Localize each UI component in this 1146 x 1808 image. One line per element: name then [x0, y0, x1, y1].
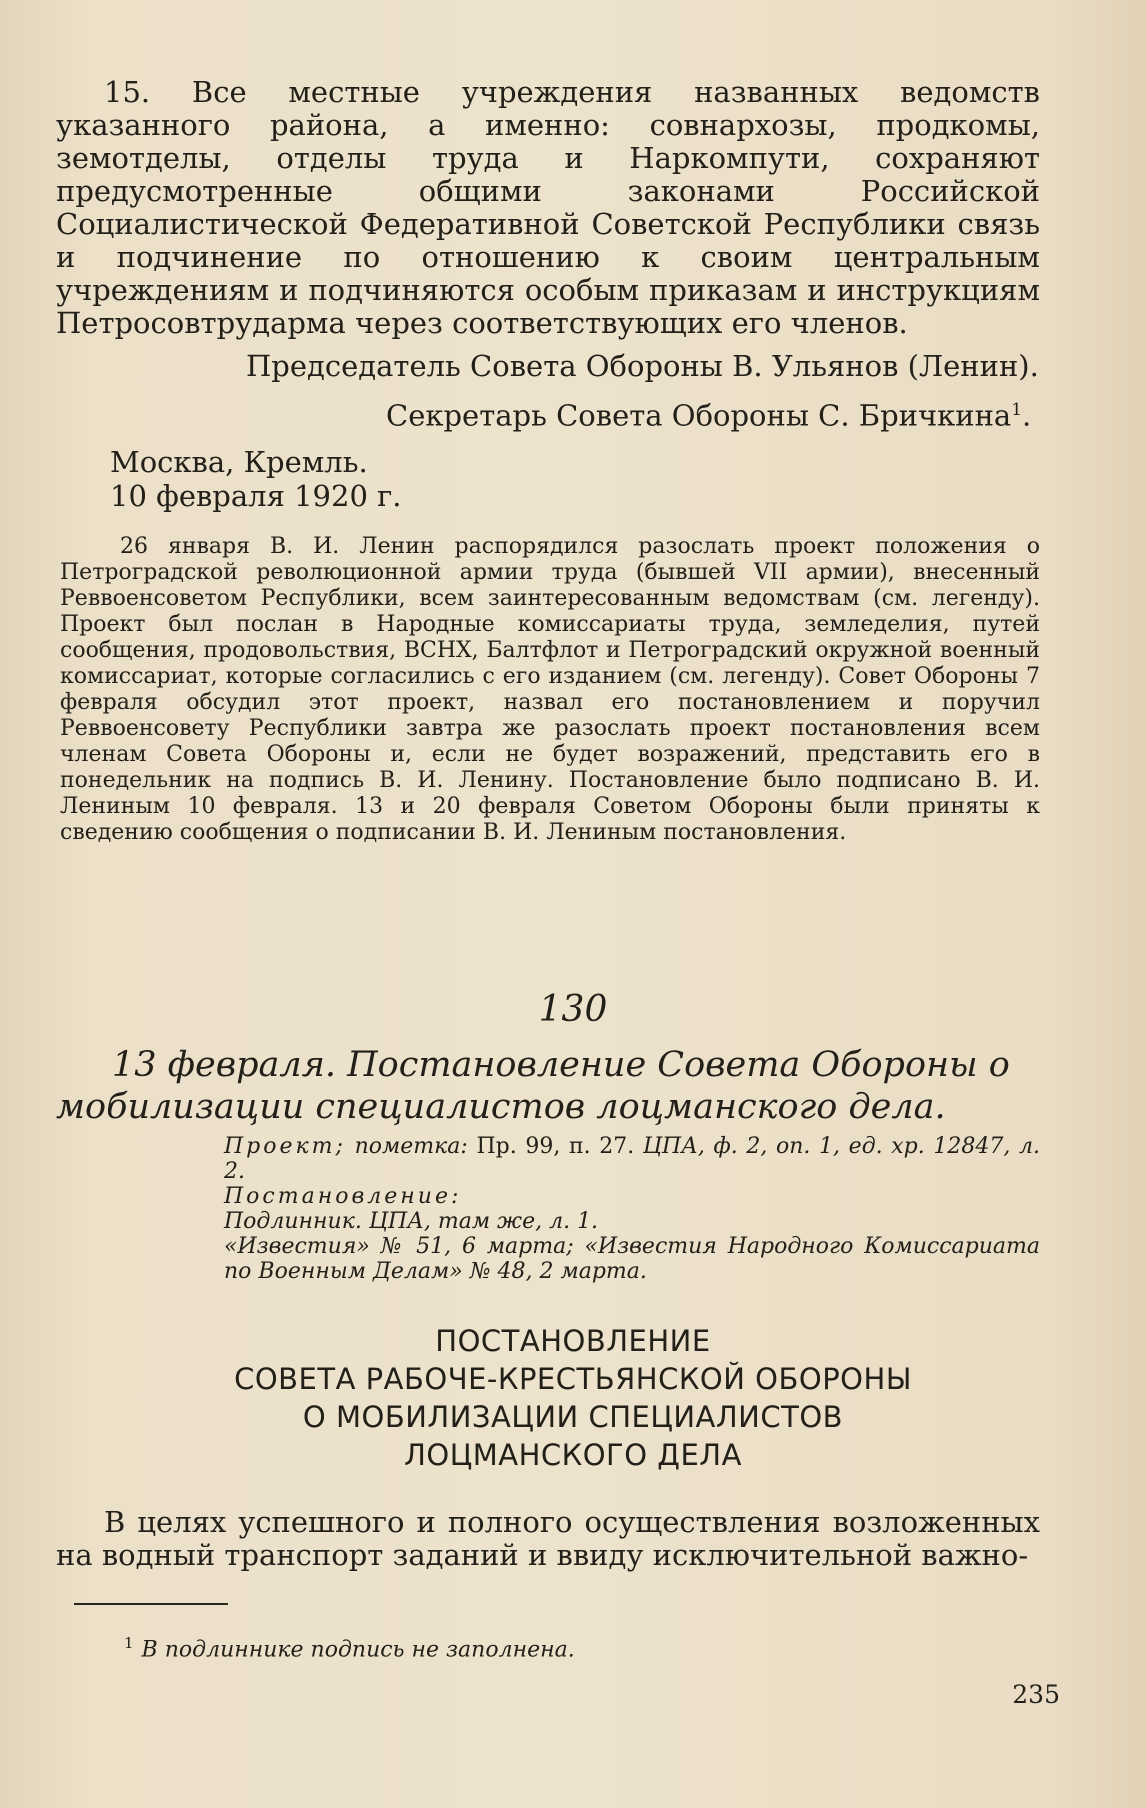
decree-heading — [0, 1322, 1146, 1474]
document-title: 13 февраля. Постановление Совета Обороны о мобилизации специалистов лоцманского дела. — [56, 1045, 1010, 1127]
footnote-mark: 1 — [124, 1634, 134, 1652]
editorial-note: 26 января В. И. Ленин распорядился разослать проект положения о Петроградской революционной армии труда (бывшей VII армии), внесенный Реввоенсоветом Республики, всем заинтересованным ведомствам (см. легенду). Проект был послан в Народные комиссариаты труда, земледелия, путей сообщения, продовольствия, ВСНХ, Балтфлот и Петроградский окружной военный комиссариат, которые согласились с его изданием (см. легенду). Совет Обороны 7 февраля обсудил этот проект, назвал его постановлением и поручил Реввоенсовету Республики завтра же разослать проект постановления всем членам Совета Обороны и, если не будет возражений, представить его в понедельник на подпись В. И. Ленину. Постановление было подписано В. И. Лениным 10 февраля. 13 и 20 февраля Советом Обороны были приняты к сведению сообщения о подписании В. И. Лениным постановления. — [60, 534, 1040, 845]
source-references — [224, 1134, 1040, 1284]
secretary-signature-text: Секретарь Совета Обороны С. Бричкина — [386, 398, 1012, 433]
chairman-signature: Председатель Совета Обороны В. Ульянов (Ленин). — [246, 349, 1039, 383]
heading-line-1: ПОСТАНОВЛЕНИЕ — [435, 1324, 711, 1358]
heading-line-3: О МОБИЛИЗАЦИИ СПЕЦИАЛИСТОВ — [302, 1400, 844, 1434]
source-line-2: Постановление: — [224, 1184, 462, 1209]
source-line-3: Подлинник. ЦПА, там же, л. 1. — [224, 1209, 599, 1234]
decree-body-start: В целях успешного и полного осуществления возложенных на водный транспорт заданий и ввиду исключительной важно- — [56, 1505, 1040, 1572]
date: 10 февраля 1920 г. — [110, 479, 402, 513]
footnote-reference: 1 — [1011, 400, 1023, 420]
source-line-4: «Известия» № 51, 6 марта; «Известия Народного Комиссариата по Военным Делам» № 48, 2 марта. — [224, 1234, 1040, 1284]
source-mark-label: пометка: — [354, 1134, 468, 1159]
paragraph-15: 15. Все местные учреждения названных ведомств указанного района, а именно: совнархозы, продкомы, земотделы, отделы труда и Наркомпути, сохраняют предусмотренные общими законами Российской Социалистической Федеративной Советской Республики связь и подчинение по отношению к своим центральным учреждениям и подчиняются особым приказам и инструкциям Петросовтрударма через соответствующих его членов. — [56, 75, 1040, 340]
source-line-1 — [224, 1134, 1040, 1184]
footnote-divider — [74, 1603, 228, 1605]
footnote-text: В подлиннике подпись не заполнена. — [141, 1637, 575, 1663]
source-archive-ref: ЦПА, ф. 2, оп. 1, ед. хр. 12847, л. 2. — [224, 1134, 1040, 1184]
document-number: 130 — [538, 989, 608, 1030]
page-number: 235 — [1012, 1680, 1060, 1709]
source-mark-text: Пр. 99, п. 27. — [476, 1134, 635, 1159]
heading-line-2: СОВЕТА РАБОЧЕ-КРЕСТЬЯНСКОЙ ОБОРОНЫ — [234, 1362, 912, 1396]
secretary-signature-end: . — [1022, 398, 1032, 433]
heading-line-4: ЛОЦМАНСКОГО ДЕЛА — [404, 1438, 742, 1472]
secretary-signature — [386, 394, 1086, 433]
place: Москва, Кремль. — [110, 445, 368, 479]
footnote — [124, 1630, 1024, 1663]
source-draft-label: Проект; — [224, 1134, 346, 1159]
